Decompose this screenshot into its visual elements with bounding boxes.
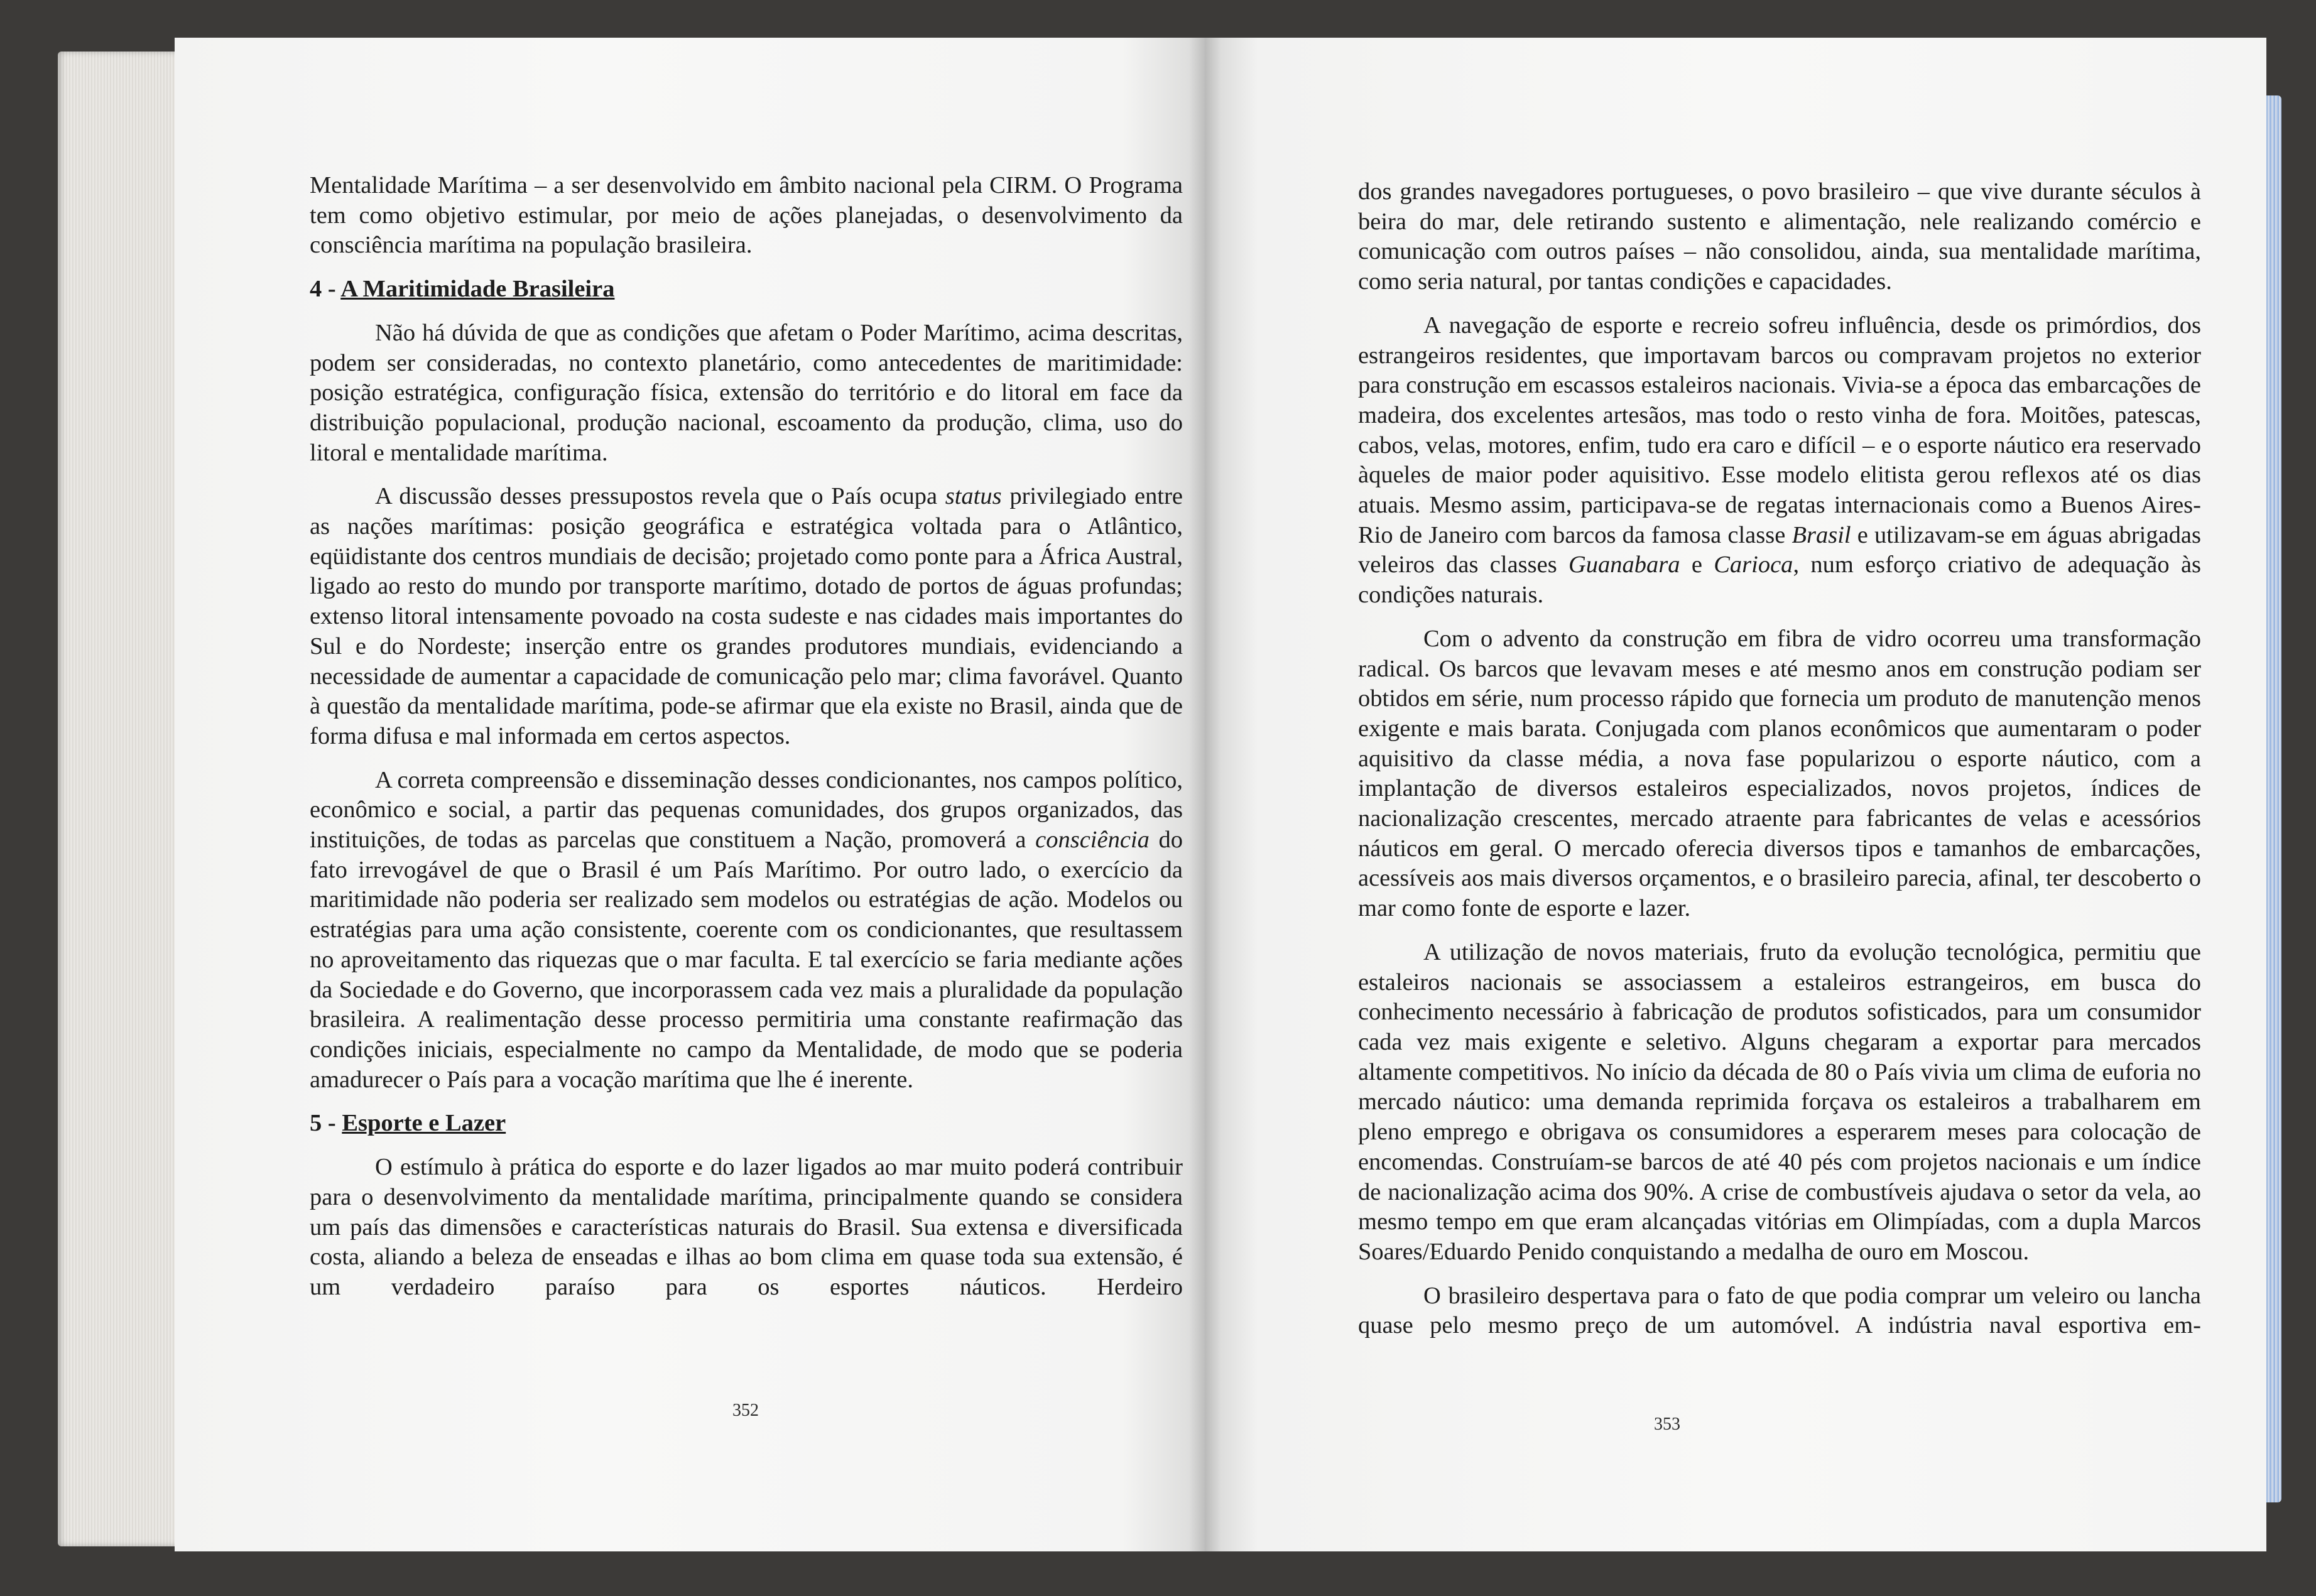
text-run: A navegação de esporte e recreio sofreu influência, desde os primórdios, dos estrangeiros residentes, que importavam barcos ou compravam projetos no exterior para construção em escassos estaleiros nacionais. Vivia-se a época das embarcações de madeira, dos excelentes artesãos, mas todo o resto vinha de fora. Moitões, patescas, cabos, velas, motores, enfim, tudo era caro e difícil – e o esporte náutico era reservado àqueles de maior poder aquisitivo. Esse modelo elitista gerou reflexos até os dias atuais. Mesmo assim, participava-se de regatas internacionais como a Buenos Aires-Rio de Janeiro com barcos da famosa classe	[1358, 312, 2201, 548]
right-page-text	[1358, 177, 2201, 1341]
heading-title: Esporte e Lazer	[342, 1110, 506, 1137]
text-run: e	[1680, 551, 1714, 578]
right-page	[1205, 38, 2266, 1551]
text-run: e utilizavam-se em águas abrigadas veleiros das classes	[1358, 521, 2201, 578]
open-book	[58, 38, 2281, 1558]
italic-text: Guanabara	[1568, 551, 1680, 578]
page-edges-left	[58, 52, 190, 1546]
paragraph	[310, 766, 1183, 1095]
left-page	[175, 38, 1205, 1551]
italic-text: consciência	[1035, 827, 1150, 854]
book-spine-shadow	[1188, 38, 1221, 1551]
heading-number: 5 -	[310, 1110, 342, 1137]
text-run: , num esforço criativo de adequação às condições naturais.	[1358, 551, 2202, 609]
paragraph: O estímulo à prática do esporte e do lazer ligados ao mar muito poderá contribuir para o desenvolvimento da mentalidade marítima, principalmente quando se considera um país das dimensões e características naturais do Brasil. Sua extensa e diversificada costa, aliando a beleza de enseadas e ilhas ao bom clima em quase toda sua extensão, é um verdadeiro paraíso para os esportes náuticos. Herdeiro	[310, 1154, 1183, 1300]
text-run: A discussão desses pressupostos revela que o País ocupa	[375, 483, 945, 510]
heading-number: 4 -	[310, 276, 341, 303]
left-page-text	[310, 171, 1183, 1303]
text-run: do fato irrevogável de que o Brasil é um País Marítimo. Por outro lado, o exercício da maritimidade não poderia ser realizado sem modelos ou estratégias de ação. Modelos ou estratégias para uma ação consistente, coerente com os condicionantes, que resultassem no aproveitamento das riquezas que o mar faculta. E tal exercício se faria mediante ações da Sociedade e do Governo, que incorporassem cada vez mais a pluralidade da população brasileira. A realimentação desse processo permitiria uma constante reafirmação das condições iniciais, especialmente no campo da Mentalidade, de modo que se poderia amadurecer o País para a vocação marítima que lhe é inerente.	[310, 827, 1183, 1093]
text-run: privilegiado entre as nações marítimas: posição geográfica e estratégica voltada para o Atlântico, eqüidistante dos centros mundiais de decisão; projetado como ponte para a África Austral, ligado ao resto do mundo por transporte marítimo, dotado de portos de águas profundas; extenso litoral intensamente povoado na costa sudeste e nas cidades mais importantes do Sul e do Nordeste; inserção entre os grandes produtores mundiais, evidenciando a necessidade de aumentar a capacidade de comunicação pelo mar; clima favorável. Quanto à questão da mentalidade marítima, pode-se afirmar que ela existe no Brasil, ainda que de forma difusa e mal informada em certos aspectos.	[310, 483, 1183, 749]
italic-text: Carioca	[1714, 551, 1793, 578]
paragraph	[310, 482, 1183, 751]
section-heading-5	[310, 1109, 1183, 1139]
page-number: 353	[1654, 1414, 1680, 1434]
paragraph: Mentalidade Marítima – a ser desenvolvido em âmbito nacional pela CIRM. O Programa tem como objetivo estimular, por meio de ações planejadas, o desenvolvimento da consciência marítima na população brasileira.	[310, 172, 1183, 259]
paragraph: Com o advento da construção em fibra de vidro ocorreu uma transformação radical. Os barcos que levavam meses e até mesmo anos em construção podiam ser obtidos em série, num processo rápido que fornecia um produto de manutenção menos exigente e mais barata. Conjugada com planos econômicos que aumentaram o poder aquisitivo da classe média, a nova fase popularizou o esporte náutico, com a implantação de diversos estaleiros especializados, novos projetos, índices de nacionalização crescentes, mercado atraente para fabricantes de velas e acessórios náuticos em geral. O mercado oferecia diversos tipos e tamanhos de embarcações, acessíveis aos mais diversos orçamentos, e o brasileiro parecia, afinal, ter descoberto o mar como fonte de esporte e lazer.	[1358, 625, 2201, 922]
paragraph: O brasileiro despertava para o fato de que podia comprar um veleiro ou lancha quase pelo mesmo preço de um automóvel. A indústria naval esportiva em-	[1358, 1282, 2201, 1339]
paragraph: Não há dúvida de que as condições que afetam o Poder Marítimo, acima descritas, podem ser consideradas, no contexto planetário, como antecedentes de maritimidade: posição estratégica, configuração física, extensão do território e do litoral em face da distribuição populacional, produção nacional, escoamento da produção, clima, uso do litoral e mentalidade marítima.	[310, 319, 1183, 466]
paragraph: A utilização de novos materiais, fruto da evolução tecnológica, permitiu que estaleiros nacionais se associassem a estaleiros estrangeiros, em busca do conhecimento necessário à fabricação de produtos sofisticados, para um consumidor cada vez mais exigente e seletivo. Alguns chegaram a exportar para mercados altamente competitivos. No início da década de 80 o País vivia um clima de euforia no mercado náutico: uma demanda reprimida forçava os estaleiros a trabalharem em pleno emprego e obrigava os consumidores a esperarem meses para colocação de encomendas. Construíam-se barcos de até 40 pés com projetos nacionais e um índice de nacionalização acima dos 90%. A crise de combustíveis ajudava o setor da vela, ao mesmo tempo em que eram alcançadas vitórias em Olimpíadas, com a dupla Marcos Soares/Eduardo Penido conquistando a medalha de ouro em Moscou.	[1358, 938, 2201, 1265]
text-run: A correta compreensão e disseminação desses condicionantes, nos campos político, econômico e social, a partir das pequenas comunidades, dos grupos organizados, das instituições, de todas as parcelas que constituem a Nação, promoverá a	[310, 766, 1183, 854]
section-heading-4	[310, 274, 1183, 305]
paragraph	[1358, 311, 2201, 611]
paragraph: dos grandes navegadores portugueses, o povo brasileiro – que vive durante séculos à beira do mar, dele retirando sustento e alimentação, nele realizando comércio e comunicação com outros países – não consolidou, ainda, sua mentalidade marítima, como seria natural, por tantas condições e capacidades.	[1358, 178, 2201, 295]
heading-title: A Maritimidade Brasileira	[340, 276, 615, 303]
page-number: 352	[732, 1401, 759, 1420]
italic-text: Brasil	[1791, 521, 1851, 548]
italic-text: status	[945, 483, 1002, 510]
